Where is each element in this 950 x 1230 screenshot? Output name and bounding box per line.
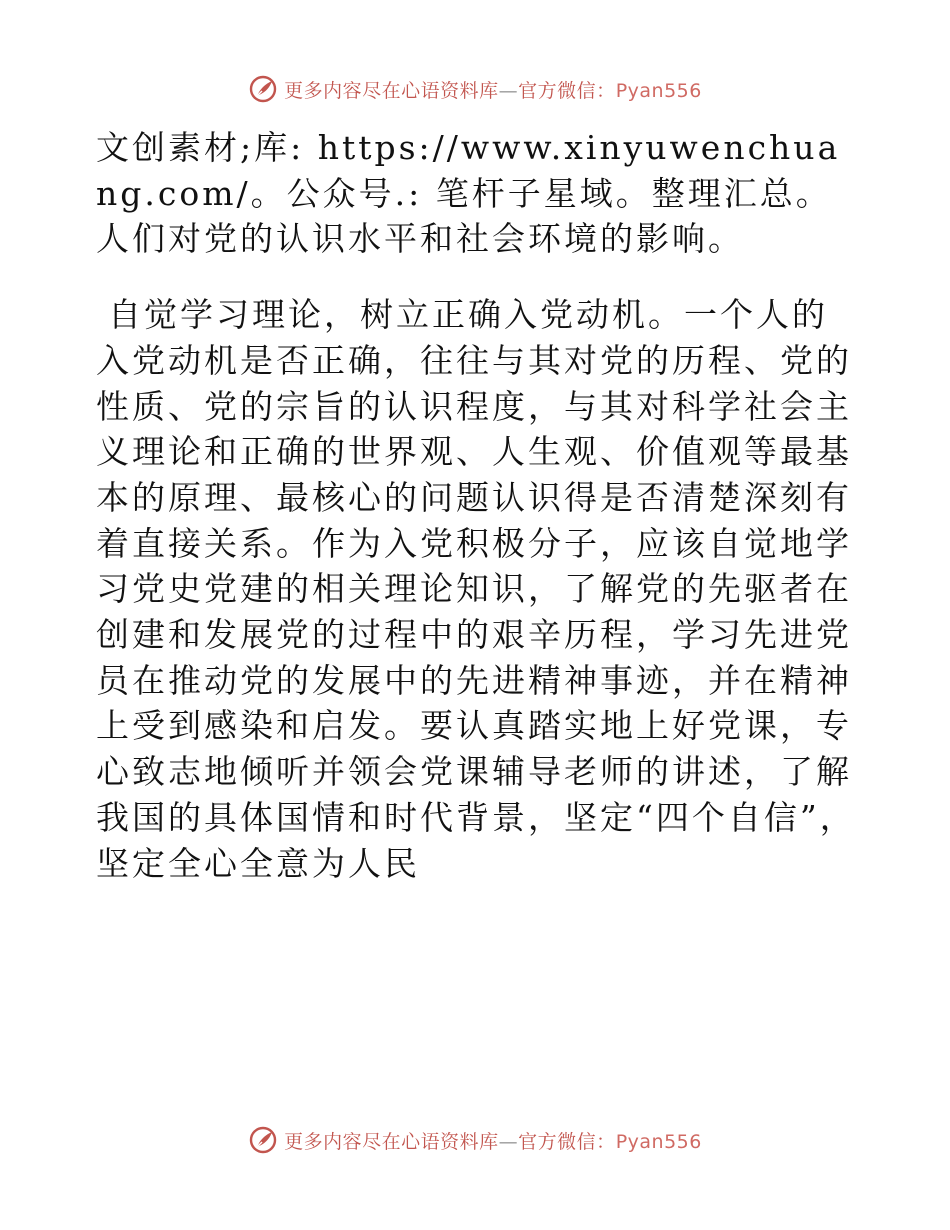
watermark-official-label: 官方微信： — [518, 1130, 616, 1153]
watermark-official-label: 官方微信： — [518, 79, 616, 102]
header-watermark — [0, 72, 950, 106]
feather-pen-logo-icon — [248, 74, 278, 104]
watermark-main-text: 更多内容尽在心语资料库 — [284, 79, 499, 102]
paragraph-theory-study: 自觉学习理论，树立正确入党动机。一个人的入党动机是否正确，往往与其对党的历程、党的性质、党的宗旨的认识程度，与其对科学社会主义理论和正确的世界观、人生观、价值观等最基本的原理、最核心的问题认识得是否清楚深刻有着直接关系。作为入党积极分子，应该自觉地学习党史党建的相关理论知识，了解党的先驱者在创建和发展党的过程中的艰辛历程，学习先进党员在推动党的发展中的先进精神事迹，并在精神上受到感染和启发。要认真踏实地上好党课，专心致志地倾听并领会党课辅导老师的讲述，了解我国的具体国情和时代背景，坚定“四个自信”，坚定全心全意为人民 — [96, 295, 856, 883]
document-body — [96, 125, 856, 886]
watermark-main-text: 更多内容尽在心语资料库 — [284, 1130, 499, 1153]
footer-watermark — [0, 1123, 950, 1157]
feather-pen-logo-icon — [248, 1125, 278, 1155]
paragraph-intro: 文创素材;库: https://www.xinyuwenchuang.com/。公众号.: 笔杆子星域。整理汇总。人们对党的认识水平和社会环境的影响。 — [96, 128, 841, 259]
watermark-wechat-id: Pyan556 — [615, 79, 702, 102]
watermark-separator: — — [498, 79, 519, 102]
watermark-wechat-id: Pyan556 — [615, 1130, 702, 1153]
watermark-separator: — — [498, 1130, 519, 1153]
